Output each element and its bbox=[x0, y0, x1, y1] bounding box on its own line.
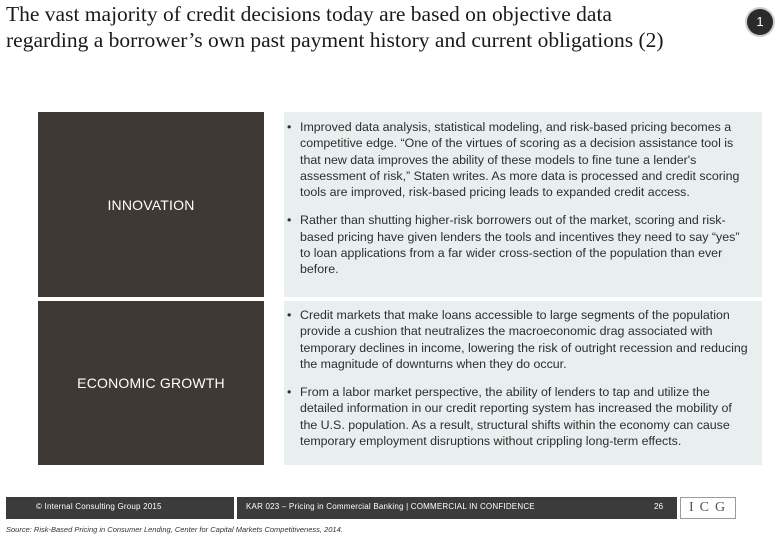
footer-bar bbox=[6, 497, 772, 519]
bullet-item: • Credit markets that make loans accessible to large segments of the population provide a cushion that neutralizes the macroeconomic drag associated with temporary declines in income, lowering the risk of outright recession and reducing the magnitude of downturns when they do occur. bbox=[284, 307, 752, 372]
company-logo: ICG bbox=[680, 497, 736, 519]
row-label-economic-growth bbox=[38, 301, 264, 465]
row-content-economic-growth bbox=[284, 301, 762, 465]
footer-document-title: KAR 023 – Pricing in Commercial Banking | COMMERCIAL IN CONFIDENCE bbox=[246, 502, 535, 511]
page-badge: 1 bbox=[747, 9, 773, 35]
page-title: The vast majority of credit decisions today are based on objective data regarding a borrower’s own past payment history and current obligations (2) bbox=[6, 2, 664, 52]
bullet-item: • Rather than shutting higher-risk borrowers out of the market, scoring and risk-based pricing have given lenders the tools and incentives they need to say “yes” to loan applications from a far wider cross-section of the population than ever before. bbox=[284, 212, 752, 277]
row-label-text: ECONOMIC GROWTH bbox=[77, 375, 225, 391]
bullet-item: • Improved data analysis, statistical modeling, and risk-based pricing becomes a competitive edge. “One of the virtues of scoring as a decision assistance tool is that new data improves the ability of these models to fine tune a lender's assessment of risk,” Staten writes. As more data is processed and credit scoring tools are improved, risk-based pricing leads to expanded credit access. bbox=[284, 119, 752, 200]
footer-copyright: © Internal Consulting Group 2015 bbox=[36, 502, 162, 511]
source-note: Source: Risk-Based Pricing in Consumer Lending, Center for Capital Markets Competitiveness, 2014. bbox=[6, 525, 343, 534]
bullet-list bbox=[284, 119, 752, 278]
bullet-list bbox=[284, 307, 752, 449]
row-content-innovation bbox=[284, 112, 762, 297]
footer-page-number: 26 bbox=[654, 502, 664, 511]
row-label-innovation bbox=[38, 112, 264, 297]
row-label-text: INNOVATION bbox=[107, 196, 195, 213]
bullet-item: • From a labor market perspective, the ability of lenders to tap and utilize the detailed information in our credit reporting system has increased the mobility of the U.S. population. As a result, structural shifts within the economy can cause temporary employment disruptions without crippling long-term effects. bbox=[284, 384, 752, 449]
